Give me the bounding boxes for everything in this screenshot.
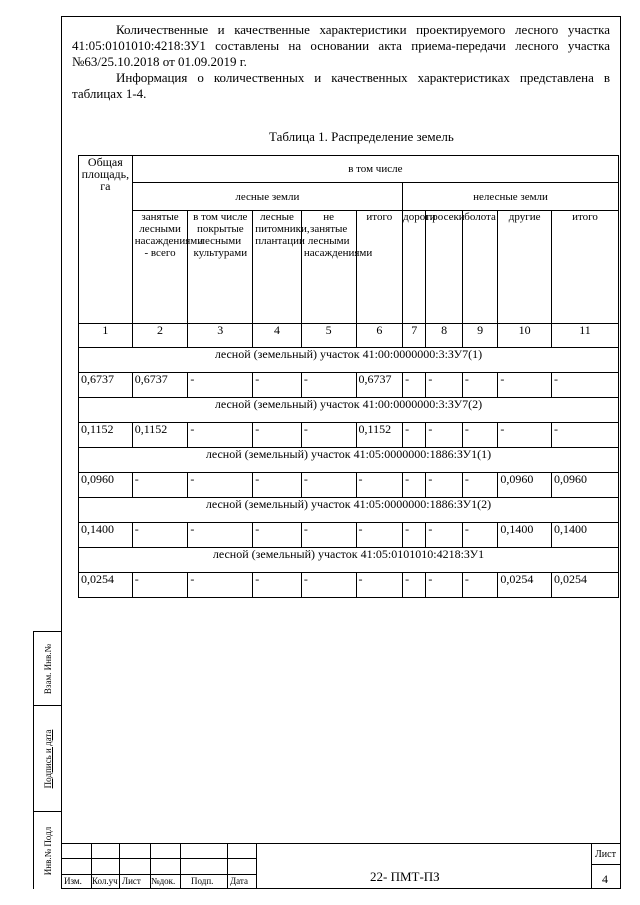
stamp-podp: Подп. bbox=[191, 876, 214, 886]
section-title: лесной (земельный) участок 41:00:0000000:3:ЗУ7(2) bbox=[79, 398, 619, 423]
table-cell: - bbox=[426, 423, 462, 448]
table-cell: - bbox=[132, 573, 188, 598]
info-paragraph: Информация о количественных и качественных характеристиках представлена в таблицах 1-4. bbox=[72, 70, 610, 101]
table-cell: - bbox=[426, 523, 462, 548]
col-header-unoccupied: не занятые лесными насаждениями bbox=[301, 211, 356, 324]
table-row bbox=[79, 373, 619, 398]
left-margin-stamp bbox=[33, 631, 61, 889]
table-cell: - bbox=[301, 523, 356, 548]
table-cell: - bbox=[356, 473, 403, 498]
section-title: лесной (земельный) участок 41:00:0000000:3:ЗУ7(1) bbox=[79, 348, 619, 373]
strip-label: Инв.№ Подл bbox=[42, 826, 53, 875]
sheet-label: Лист bbox=[595, 849, 616, 860]
land-distribution-table bbox=[78, 155, 619, 598]
table-cell: - bbox=[253, 523, 302, 548]
table-cell: - bbox=[403, 523, 426, 548]
column-number: 6 bbox=[356, 324, 403, 348]
table-row bbox=[79, 473, 619, 498]
table-cell: - bbox=[132, 473, 188, 498]
table-cell: - bbox=[426, 573, 462, 598]
table-cell: - bbox=[498, 373, 552, 398]
column-number: 4 bbox=[253, 324, 302, 348]
strip-label: Взам. Инв.№ bbox=[42, 643, 53, 694]
column-numbers-row bbox=[79, 324, 619, 348]
section-title: лесной (земельный) участок 41:05:0101010:4218:ЗУ1 bbox=[79, 548, 619, 573]
table-cell: - bbox=[253, 573, 302, 598]
table-cell: - bbox=[301, 573, 356, 598]
stamp-list: Лист bbox=[122, 876, 141, 886]
title-block bbox=[61, 843, 621, 889]
table-cell: - bbox=[253, 473, 302, 498]
table-cell: - bbox=[462, 573, 497, 598]
table-cell: - bbox=[188, 373, 253, 398]
table-cell: - bbox=[552, 373, 619, 398]
table-cell: - bbox=[301, 423, 356, 448]
col-header-roads: дороги bbox=[403, 211, 426, 324]
table-row bbox=[79, 523, 619, 548]
header-including: в том числе bbox=[132, 156, 618, 183]
col-header-nonforest-total: итого bbox=[552, 211, 619, 324]
table-cell: - bbox=[403, 473, 426, 498]
table-cell: - bbox=[552, 423, 619, 448]
table-cell: - bbox=[462, 423, 497, 448]
table-cell: - bbox=[356, 573, 403, 598]
section-title: лесной (земельный) участок 41:05:0000000:1886:ЗУ1(2) bbox=[79, 498, 619, 523]
header-nonforest-lands: нелесные земли bbox=[403, 183, 619, 211]
document-code: 22- ПМТ-ПЗ bbox=[370, 869, 440, 884]
table-cell: 0,1400 bbox=[498, 523, 552, 548]
strip-sign-date bbox=[34, 706, 61, 812]
column-number: 11 bbox=[552, 324, 619, 348]
table-cell: - bbox=[403, 423, 426, 448]
table-cell: - bbox=[188, 573, 253, 598]
table-cell: - bbox=[132, 523, 188, 548]
column-number: 3 bbox=[188, 324, 253, 348]
stamp-data: Дата bbox=[230, 876, 248, 886]
col-header-clearings: просеки bbox=[426, 211, 462, 324]
table-cell: - bbox=[253, 373, 302, 398]
title-block-line bbox=[227, 843, 228, 889]
col-header-swamps: болота bbox=[462, 211, 497, 324]
title-block-line bbox=[256, 843, 257, 889]
table-cell: - bbox=[188, 523, 253, 548]
title-block-line bbox=[591, 843, 592, 889]
table-cell: - bbox=[426, 473, 462, 498]
column-number: 5 bbox=[301, 324, 356, 348]
table-cell: 0,1400 bbox=[552, 523, 619, 548]
table-cell: - bbox=[188, 473, 253, 498]
intro-paragraph: Количественные и качественные характеристики проектируемого лесного участка 41:05:0101010:4218:ЗУ1 составлены на основании акта приема-передачи лесного участка №63/25.10.2018 от 01.09.2019 г. bbox=[72, 22, 610, 69]
title-block-line bbox=[180, 843, 181, 889]
table-cell: - bbox=[403, 373, 426, 398]
strip-inv-vzam bbox=[34, 632, 61, 706]
col-header-cultures: в том числе покрытые лесными культурами bbox=[188, 211, 253, 324]
stamp-ndok: №док. bbox=[151, 876, 176, 886]
title-block-border bbox=[61, 843, 621, 844]
col-header-forest-total: итого bbox=[356, 211, 403, 324]
table-cell: 0,0254 bbox=[552, 573, 619, 598]
stamp-izm: Изм. bbox=[64, 876, 82, 886]
column-number: 2 bbox=[132, 324, 188, 348]
table-cell: 0,6737 bbox=[132, 373, 188, 398]
strip-label: Подпись и дата bbox=[42, 729, 53, 788]
table-cell: 0,1152 bbox=[356, 423, 403, 448]
table-cell: 0,6737 bbox=[79, 373, 133, 398]
table-cell: - bbox=[462, 523, 497, 548]
col-header-nurseries: лесные питомники, плантации bbox=[253, 211, 302, 324]
column-number: 1 bbox=[79, 324, 133, 348]
table-row bbox=[79, 423, 619, 448]
table-cell: 0,0254 bbox=[79, 573, 133, 598]
table-cell: - bbox=[426, 373, 462, 398]
table-cell: 0,0960 bbox=[498, 473, 552, 498]
table-cell: 0,0960 bbox=[552, 473, 619, 498]
table-cell: 0,1400 bbox=[79, 523, 133, 548]
table-cell: - bbox=[462, 373, 497, 398]
table-cell: 0,0254 bbox=[498, 573, 552, 598]
table-cell: 0,6737 bbox=[356, 373, 403, 398]
section-title: лесной (земельный) участок 41:05:0000000:1886:ЗУ1(1) bbox=[79, 448, 619, 473]
sheet-number: 4 bbox=[602, 872, 608, 886]
table-row bbox=[79, 573, 619, 598]
table-cell: 0,1152 bbox=[132, 423, 188, 448]
column-number: 7 bbox=[403, 324, 426, 348]
table-caption: Таблица 1. Распределение земель bbox=[269, 129, 454, 144]
column-number: 9 bbox=[462, 324, 497, 348]
header-forest-lands: лесные земли bbox=[132, 183, 402, 211]
header-total-area: Общая площадь, га bbox=[79, 156, 133, 324]
table-cell: - bbox=[253, 423, 302, 448]
title-block-line bbox=[119, 843, 120, 889]
table-cell: - bbox=[498, 423, 552, 448]
table-cell: - bbox=[301, 373, 356, 398]
col-header-occupied: занятые лесными насаждениями - всего bbox=[132, 211, 188, 324]
table-cell: - bbox=[403, 573, 426, 598]
table-cell: 0,1152 bbox=[79, 423, 133, 448]
strip-inv-podl bbox=[34, 812, 61, 889]
table-body bbox=[79, 348, 619, 598]
table-cell: 0,0960 bbox=[79, 473, 133, 498]
col-header-other: другие bbox=[498, 211, 552, 324]
stamp-kol: Кол.уч bbox=[92, 876, 118, 886]
title-block-line bbox=[591, 864, 621, 865]
column-number: 8 bbox=[426, 324, 462, 348]
table-cell: - bbox=[462, 473, 497, 498]
table-cell: - bbox=[301, 473, 356, 498]
column-number: 10 bbox=[498, 324, 552, 348]
table-cell: - bbox=[188, 423, 253, 448]
table-cell: - bbox=[356, 523, 403, 548]
